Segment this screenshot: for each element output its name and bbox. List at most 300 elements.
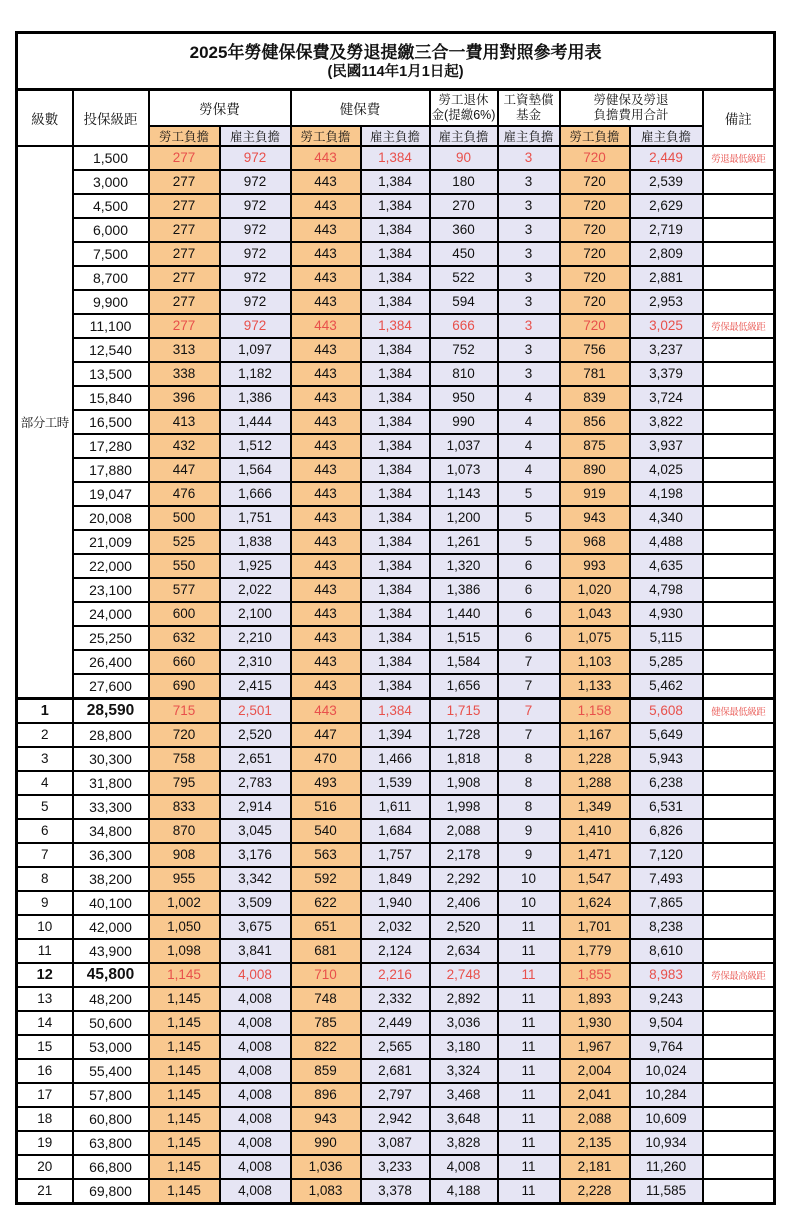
labor-employer-cell: 972	[220, 218, 291, 242]
col-header-labor-fee: 勞保費	[149, 90, 291, 126]
table-row	[17, 1011, 775, 1035]
pension-employer-cell: 990	[430, 410, 498, 434]
health-employee-cell: 443	[291, 554, 361, 578]
table-row	[17, 1083, 775, 1107]
pension-employer-cell: 2,748	[430, 963, 498, 987]
remark-cell	[703, 218, 775, 242]
labor-employee-cell: 660	[149, 650, 220, 674]
remark-cell	[703, 626, 775, 650]
health-employee-cell: 443	[291, 674, 361, 699]
pension-employer-cell: 3,468	[430, 1083, 498, 1107]
remark-cell	[703, 530, 775, 554]
remark-cell	[703, 266, 775, 290]
table-row	[17, 987, 775, 1011]
pension-label-line2: 金(提繳6%)	[431, 107, 496, 122]
table-body	[17, 146, 775, 1204]
labor-employee-cell: 1,050	[149, 915, 220, 939]
remark-cell	[703, 506, 775, 530]
labor-employee-cell: 447	[149, 458, 220, 482]
labor-employer-cell: 4,008	[220, 963, 291, 987]
salary-cell: 8,700	[73, 266, 149, 290]
table-row	[17, 554, 775, 578]
labor-employer-cell: 2,022	[220, 578, 291, 602]
labor-employer-cell: 4,008	[220, 1131, 291, 1155]
labor-employee-cell: 1,145	[149, 1179, 220, 1204]
total-employer-cell: 11,260	[630, 1155, 703, 1179]
health-employee-cell: 443	[291, 434, 361, 458]
remark-cell	[703, 939, 775, 963]
remark-cell	[703, 771, 775, 795]
total-employer-cell: 10,024	[630, 1059, 703, 1083]
fund-employer-cell: 9	[498, 819, 560, 843]
salary-cell: 63,800	[73, 1131, 149, 1155]
health-employee-cell: 443	[291, 338, 361, 362]
labor-employee-cell: 870	[149, 819, 220, 843]
labor-employee-cell: 1,145	[149, 1107, 220, 1131]
salary-cell: 26,400	[73, 650, 149, 674]
total-employee-cell: 756	[560, 338, 630, 362]
labor-employee-cell: 690	[149, 674, 220, 699]
health-employee-cell: 540	[291, 819, 361, 843]
page-title: 2025年勞健保保費及勞退提繳三合一費用對照參考用表	[189, 42, 602, 62]
table-row	[17, 963, 775, 987]
health-employer-cell: 2,565	[361, 1035, 430, 1059]
labor-employer-cell: 3,342	[220, 867, 291, 891]
health-employee-cell: 651	[291, 915, 361, 939]
total-employer-cell: 10,934	[630, 1131, 703, 1155]
labor-employee-cell: 1,098	[149, 939, 220, 963]
total-employee-cell: 1,167	[560, 723, 630, 747]
level-cell: 19	[17, 1131, 73, 1155]
health-employee-cell: 443	[291, 266, 361, 290]
health-employer-cell: 2,032	[361, 915, 430, 939]
col-header-wage-fund	[498, 90, 560, 126]
total-employee-cell: 875	[560, 434, 630, 458]
table-row	[17, 650, 775, 674]
salary-cell: 55,400	[73, 1059, 149, 1083]
labor-employer-cell: 2,914	[220, 795, 291, 819]
level-cell: 4	[17, 771, 73, 795]
labor-employee-cell: 600	[149, 602, 220, 626]
total-employer-cell: 4,930	[630, 602, 703, 626]
health-employer-cell: 3,378	[361, 1179, 430, 1204]
labor-employee-cell: 525	[149, 530, 220, 554]
health-employee-cell: 563	[291, 843, 361, 867]
fund-employer-cell: 10	[498, 891, 560, 915]
fund-label-line2: 基金	[515, 107, 541, 122]
total-employee-cell: 720	[560, 242, 630, 266]
labor-employer-cell: 2,651	[220, 747, 291, 771]
labor-employee-cell: 1,002	[149, 891, 220, 915]
level-cell: 12	[17, 963, 73, 987]
total-employer-cell: 2,881	[630, 266, 703, 290]
pension-employer-cell: 360	[430, 218, 498, 242]
fund-label-line1: 工資墊償	[503, 93, 554, 108]
health-employer-cell: 1,940	[361, 891, 430, 915]
table-row	[17, 843, 775, 867]
subheader-labor-employer: 雇主負擔	[220, 126, 291, 146]
labor-employee-cell: 715	[149, 698, 220, 723]
fund-employer-cell: 7	[498, 650, 560, 674]
total-employer-cell: 2,629	[630, 194, 703, 218]
health-employee-cell: 443	[291, 146, 361, 170]
table-row	[17, 1059, 775, 1083]
health-employee-cell: 1,083	[291, 1179, 361, 1204]
remark-cell	[703, 458, 775, 482]
part-time-merged-cell: 部分工時	[17, 146, 73, 699]
fund-employer-cell: 11	[498, 1155, 560, 1179]
pension-employer-cell: 1,143	[430, 482, 498, 506]
remark-cell	[703, 987, 775, 1011]
table-row	[17, 218, 775, 242]
pension-employer-cell: 3,648	[430, 1107, 498, 1131]
fund-employer-cell: 6	[498, 626, 560, 650]
labor-employee-cell: 313	[149, 338, 220, 362]
health-employee-cell: 1,036	[291, 1155, 361, 1179]
table-row	[17, 698, 775, 723]
total-employee-cell: 943	[560, 506, 630, 530]
labor-employer-cell: 1,925	[220, 554, 291, 578]
table-row	[17, 1107, 775, 1131]
total-employer-cell: 3,237	[630, 338, 703, 362]
total-employer-cell: 3,025	[630, 314, 703, 338]
labor-employee-cell: 277	[149, 314, 220, 338]
remark-cell	[703, 650, 775, 674]
total-employee-cell: 856	[560, 410, 630, 434]
health-employer-cell: 1,394	[361, 723, 430, 747]
health-employer-cell: 1,384	[361, 530, 430, 554]
total-employee-cell: 1,624	[560, 891, 630, 915]
labor-employer-cell: 1,666	[220, 482, 291, 506]
salary-cell: 45,800	[73, 963, 149, 987]
labor-employee-cell: 413	[149, 410, 220, 434]
total-employee-cell: 919	[560, 482, 630, 506]
total-employer-cell: 4,488	[630, 530, 703, 554]
labor-employee-cell: 500	[149, 506, 220, 530]
total-employee-cell: 1,779	[560, 939, 630, 963]
remark-cell	[703, 362, 775, 386]
labor-employer-cell: 4,008	[220, 1083, 291, 1107]
col-header-health-fee: 健保費	[291, 90, 430, 126]
health-employer-cell: 2,942	[361, 1107, 430, 1131]
health-employer-cell: 1,384	[361, 362, 430, 386]
total-employer-cell: 5,943	[630, 747, 703, 771]
total-label-line1: 勞健保及勞退	[593, 93, 669, 108]
total-employer-cell: 3,379	[630, 362, 703, 386]
title-row	[17, 33, 775, 90]
total-employee-cell: 720	[560, 218, 630, 242]
labor-employee-cell: 338	[149, 362, 220, 386]
salary-cell: 27,600	[73, 674, 149, 699]
total-employer-cell: 6,238	[630, 771, 703, 795]
salary-cell: 28,590	[73, 698, 149, 723]
labor-employer-cell: 2,501	[220, 698, 291, 723]
salary-cell: 23,100	[73, 578, 149, 602]
labor-employer-cell: 2,415	[220, 674, 291, 699]
health-employee-cell: 443	[291, 458, 361, 482]
table-row	[17, 530, 775, 554]
pension-employer-cell: 950	[430, 386, 498, 410]
pension-employer-cell: 1,037	[430, 434, 498, 458]
remark-cell	[703, 602, 775, 626]
pension-employer-cell: 180	[430, 170, 498, 194]
health-employee-cell: 443	[291, 578, 361, 602]
table-row	[17, 819, 775, 843]
total-employer-cell: 8,610	[630, 939, 703, 963]
total-employee-cell: 720	[560, 194, 630, 218]
salary-cell: 13,500	[73, 362, 149, 386]
health-employer-cell: 1,384	[361, 386, 430, 410]
health-employee-cell: 681	[291, 939, 361, 963]
pension-employer-cell: 2,406	[430, 891, 498, 915]
health-employee-cell: 943	[291, 1107, 361, 1131]
total-employer-cell: 8,238	[630, 915, 703, 939]
health-employer-cell: 2,216	[361, 963, 430, 987]
labor-employer-cell: 4,008	[220, 1059, 291, 1083]
health-employee-cell: 443	[291, 506, 361, 530]
level-cell: 21	[17, 1179, 73, 1204]
total-employee-cell: 1,893	[560, 987, 630, 1011]
fund-employer-cell: 3	[498, 194, 560, 218]
total-employer-cell: 7,865	[630, 891, 703, 915]
pension-employer-cell: 1,073	[430, 458, 498, 482]
total-employee-cell: 1,547	[560, 867, 630, 891]
level-cell: 17	[17, 1083, 73, 1107]
total-employer-cell: 4,798	[630, 578, 703, 602]
table-row	[17, 410, 775, 434]
fund-employer-cell: 3	[498, 290, 560, 314]
labor-employee-cell: 1,145	[149, 987, 220, 1011]
subheader-total-employee: 勞工負擔	[560, 126, 630, 146]
total-employer-cell: 2,953	[630, 290, 703, 314]
labor-employer-cell: 1,182	[220, 362, 291, 386]
subheader-total-employer: 雇主負擔	[630, 126, 703, 146]
table-row	[17, 771, 775, 795]
labor-employee-cell: 277	[149, 266, 220, 290]
labor-employer-cell: 1,564	[220, 458, 291, 482]
total-employer-cell: 10,284	[630, 1083, 703, 1107]
total-employer-cell: 5,285	[630, 650, 703, 674]
total-employee-cell: 2,228	[560, 1179, 630, 1204]
health-employer-cell: 1,384	[361, 314, 430, 338]
fund-employer-cell: 5	[498, 482, 560, 506]
health-employer-cell: 1,384	[361, 218, 430, 242]
remark-cell	[703, 338, 775, 362]
col-header-remark: 備註	[703, 90, 775, 146]
health-employee-cell: 443	[291, 482, 361, 506]
health-employee-cell: 470	[291, 747, 361, 771]
remark-cell	[703, 1107, 775, 1131]
total-employee-cell: 1,288	[560, 771, 630, 795]
labor-employer-cell: 972	[220, 290, 291, 314]
level-cell: 18	[17, 1107, 73, 1131]
fund-employer-cell: 11	[498, 1059, 560, 1083]
header-row-groups	[17, 90, 775, 108]
table-row	[17, 939, 775, 963]
fund-employer-cell: 6	[498, 602, 560, 626]
labor-employer-cell: 972	[220, 242, 291, 266]
labor-employer-cell: 2,520	[220, 723, 291, 747]
labor-employer-cell: 972	[220, 314, 291, 338]
labor-employer-cell: 1,386	[220, 386, 291, 410]
remark-cell	[703, 554, 775, 578]
fund-employer-cell: 11	[498, 915, 560, 939]
table-row	[17, 891, 775, 915]
pension-employer-cell: 3,828	[430, 1131, 498, 1155]
pension-employer-cell: 752	[430, 338, 498, 362]
table-row	[17, 674, 775, 699]
level-cell: 20	[17, 1155, 73, 1179]
labor-employee-cell: 720	[149, 723, 220, 747]
subheader-health-employee: 勞工負擔	[291, 126, 361, 146]
level-cell: 1	[17, 698, 73, 723]
health-employee-cell: 443	[291, 602, 361, 626]
salary-cell: 17,880	[73, 458, 149, 482]
total-employer-cell: 2,539	[630, 170, 703, 194]
level-cell: 15	[17, 1035, 73, 1059]
salary-cell: 3,000	[73, 170, 149, 194]
health-employer-cell: 1,384	[361, 194, 430, 218]
table-row	[17, 170, 775, 194]
labor-employer-cell: 3,176	[220, 843, 291, 867]
pension-label-line1: 勞工退休	[438, 93, 489, 108]
fund-employer-cell: 11	[498, 1131, 560, 1155]
table-row	[17, 458, 775, 482]
remark-cell	[703, 1131, 775, 1155]
fund-employer-cell: 7	[498, 723, 560, 747]
pension-employer-cell: 1,656	[430, 674, 498, 699]
labor-employer-cell: 4,008	[220, 1011, 291, 1035]
fund-employer-cell: 11	[498, 1179, 560, 1204]
page-subtitle: (民國114年1月1日起)	[327, 64, 464, 81]
labor-employee-cell: 277	[149, 170, 220, 194]
pension-employer-cell: 1,715	[430, 698, 498, 723]
labor-employer-cell: 2,783	[220, 771, 291, 795]
health-employee-cell: 493	[291, 771, 361, 795]
total-employee-cell: 720	[560, 314, 630, 338]
level-cell: 8	[17, 867, 73, 891]
health-employer-cell: 1,384	[361, 626, 430, 650]
health-employer-cell: 1,384	[361, 266, 430, 290]
table-row	[17, 194, 775, 218]
fund-employer-cell: 3	[498, 218, 560, 242]
total-employer-cell: 4,340	[630, 506, 703, 530]
labor-employer-cell: 2,210	[220, 626, 291, 650]
labor-employee-cell: 1,145	[149, 963, 220, 987]
labor-employer-cell: 1,512	[220, 434, 291, 458]
salary-cell: 38,200	[73, 867, 149, 891]
health-employer-cell: 1,384	[361, 170, 430, 194]
table-row	[17, 867, 775, 891]
col-header-salary: 投保級距	[73, 90, 149, 146]
health-employer-cell: 1,384	[361, 146, 430, 170]
total-employee-cell: 2,004	[560, 1059, 630, 1083]
salary-cell: 12,540	[73, 338, 149, 362]
fund-employer-cell: 5	[498, 530, 560, 554]
salary-cell: 42,000	[73, 915, 149, 939]
labor-employer-cell: 4,008	[220, 1155, 291, 1179]
total-employee-cell: 839	[560, 386, 630, 410]
pension-employer-cell: 1,998	[430, 795, 498, 819]
total-employee-cell: 1,228	[560, 747, 630, 771]
salary-cell: 20,008	[73, 506, 149, 530]
total-employer-cell: 6,531	[630, 795, 703, 819]
labor-employee-cell: 577	[149, 578, 220, 602]
health-employer-cell: 2,124	[361, 939, 430, 963]
salary-cell: 7,500	[73, 242, 149, 266]
health-employer-cell: 1,384	[361, 290, 430, 314]
labor-employee-cell: 1,145	[149, 1083, 220, 1107]
labor-employee-cell: 908	[149, 843, 220, 867]
health-employer-cell: 1,757	[361, 843, 430, 867]
remark-cell	[703, 170, 775, 194]
total-employee-cell: 968	[560, 530, 630, 554]
pension-employer-cell: 1,584	[430, 650, 498, 674]
fund-employer-cell: 11	[498, 1011, 560, 1035]
health-employer-cell: 2,332	[361, 987, 430, 1011]
table-row	[17, 723, 775, 747]
labor-employee-cell: 1,145	[149, 1131, 220, 1155]
health-employer-cell: 1,384	[361, 602, 430, 626]
remark-cell	[703, 1083, 775, 1107]
labor-employer-cell: 3,509	[220, 891, 291, 915]
salary-cell: 28,800	[73, 723, 149, 747]
labor-employee-cell: 758	[149, 747, 220, 771]
labor-employer-cell: 1,444	[220, 410, 291, 434]
health-employer-cell: 1,539	[361, 771, 430, 795]
pension-employer-cell: 4,188	[430, 1179, 498, 1204]
health-employee-cell: 443	[291, 698, 361, 723]
pension-employer-cell: 522	[430, 266, 498, 290]
table-row	[17, 242, 775, 266]
table-row	[17, 362, 775, 386]
total-employer-cell: 3,724	[630, 386, 703, 410]
pension-employer-cell: 2,178	[430, 843, 498, 867]
table-row	[17, 506, 775, 530]
fund-employer-cell: 4	[498, 434, 560, 458]
remark-cell	[703, 843, 775, 867]
level-cell: 11	[17, 939, 73, 963]
total-employee-cell: 720	[560, 266, 630, 290]
fund-employer-cell: 3	[498, 266, 560, 290]
remark-cell	[703, 482, 775, 506]
remark-cell	[703, 674, 775, 699]
total-employee-cell: 1,471	[560, 843, 630, 867]
level-cell: 16	[17, 1059, 73, 1083]
fund-employer-cell: 3	[498, 362, 560, 386]
salary-cell: 24,000	[73, 602, 149, 626]
remark-cell	[703, 410, 775, 434]
labor-employee-cell: 476	[149, 482, 220, 506]
labor-employer-cell: 3,675	[220, 915, 291, 939]
labor-employer-cell: 1,097	[220, 338, 291, 362]
health-employer-cell: 2,797	[361, 1083, 430, 1107]
total-employer-cell: 5,608	[630, 698, 703, 723]
remark-cell	[703, 386, 775, 410]
remark-cell	[703, 1179, 775, 1204]
remark-cell	[703, 915, 775, 939]
total-employee-cell: 720	[560, 146, 630, 170]
health-employer-cell: 1,384	[361, 410, 430, 434]
fund-employer-cell: 4	[498, 458, 560, 482]
health-employer-cell: 1,384	[361, 674, 430, 699]
subheader-labor-employee: 勞工負擔	[149, 126, 220, 146]
remark-cell	[703, 891, 775, 915]
total-employer-cell: 5,649	[630, 723, 703, 747]
salary-cell: 43,900	[73, 939, 149, 963]
fund-employer-cell: 11	[498, 1107, 560, 1131]
subheader-fund-employer: 雇主負擔	[498, 126, 560, 146]
